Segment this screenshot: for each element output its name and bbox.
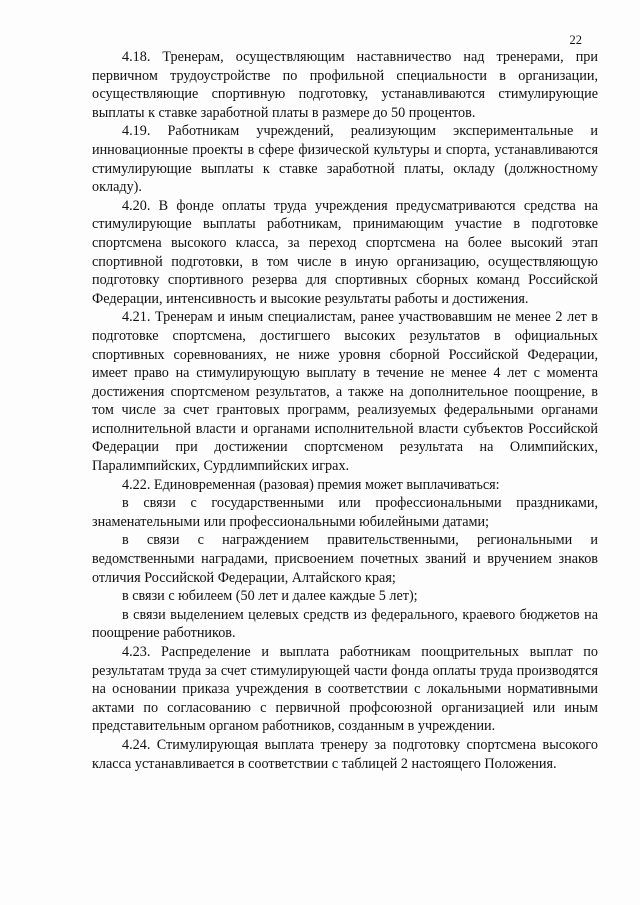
document-body	[92, 48, 598, 773]
paragraph-4-19: 4.19. Работникам учреждений, реализующим экспериментальные и инновационные проекты в сфере физической культуры и спорта, устанавливаются стимулирующие выплаты к ставке заработной платы, окладу (должностному окладу).	[92, 123, 598, 196]
paragraph-4-22: 4.22. Единовременная (разовая) премия может выплачиваться:	[122, 476, 500, 493]
page-number: 22	[569, 33, 582, 47]
paragraph-4-18: 4.18. Тренерам, осуществляющим наставничество над тренерами, при первичном трудоустройстве по профильной специальности в организации, осуществляющие спортивную подготовку, устанавливаются стимулирующие выплаты к ставке заработной платы в размере до 50 процентов.	[92, 49, 598, 121]
list-item-awards: в связи с награждением правительственными, региональными и ведомственными наградами, присвоением почетных званий и вручением знаков отличия Российской Федерации, Алтайского края;	[92, 532, 598, 586]
paragraph-4-20: 4.20. В фонде оплаты труда учреждения предусматриваются средства на стимулирующие выплаты работникам, принимающим участие в подготовке спортсмена высокого класса, за переход спортсмена на более высокий этап спортивной подготовки, в том числе в иную организацию, осуществляющую подготовку спортивного резерва для спортивных сборных команд Российской Федерации, интенсивность и высокие результаты работы и достижения.	[92, 197, 598, 307]
paragraph-4-23: 4.23. Распределение и выплата работникам поощрительных выплат по результатам труда за счет стимулирующей части фонда оплаты труда производятся на основании приказа учреждения в соответствии с локальными нормативными актами по согласованию с первичной профсоюзной организацией или иным представительным органом работников, созданным в учреждении.	[92, 644, 598, 735]
list-item-holidays: в связи с государственными или профессиональными праздниками, знаменательными или профессиональными юбилейными датами;	[92, 495, 598, 530]
list-item-targeted-funds: в связи выделением целевых средств из федерального, краевого бюджетов на поощрение работников.	[92, 606, 598, 642]
list-item-jubilee: в связи с юбилеем (50 лет и далее каждые 5 лет);	[122, 588, 418, 605]
paragraph-4-24: 4.24. Стимулирующая выплата тренеру за подготовку спортсмена высокого класса устанавливается в соответствии с таблицей 2 настоящего Положения.	[92, 736, 598, 772]
paragraph-4-21: 4.21. Тренерам и иным специалистам, ранее участвовавшим не менее 2 лет в подготовке спортсмена, достигшего высоких результатов в официальных спортивных соревнованиях, не ниже уровня сборной Российской Федерации, имеет право на стимулирующую выплату в течение не менее 4 лет с момента достижения спортсменом результатов, а также на дополнительное поощрение, в том числе за счет грантовых программ, реализуемых федеральными органами исполнительной власти и органами исполнительной власти субъектов Российской Федерации при достижении спортсменом результата на Олимпийских, Паралимпийских, Сурдлимпийских играх.	[92, 309, 598, 475]
